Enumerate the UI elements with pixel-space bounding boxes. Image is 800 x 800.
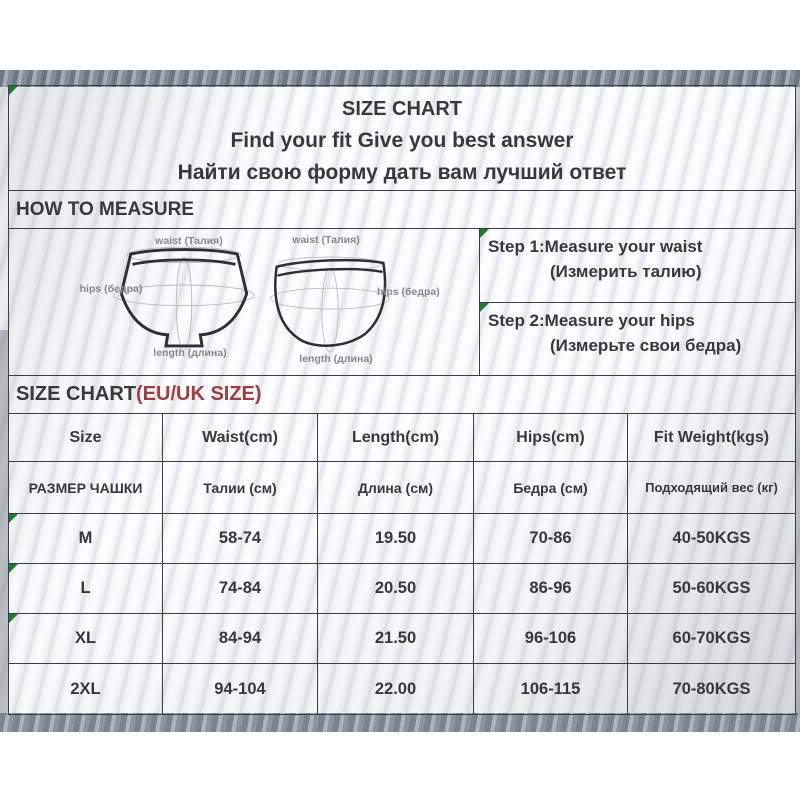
table-row-xl-hips: 96-106 [474,614,628,664]
column-header-weight: Fit Weight(kgs) [628,414,795,462]
table-row-xl-size: XL [9,614,163,664]
cell-flag-icon [9,614,18,623]
column-header-hips: Hips(cm) [474,414,628,462]
table-row-l-hips: 86-96 [474,564,628,614]
table-row-2xl-hips: 106-115 [474,664,628,714]
table-row-l-weight: 50-60KGS [628,564,795,614]
column-header-size: Size [9,414,163,462]
step-1-cell [480,229,795,303]
cell-flag-icon [480,229,489,238]
table-row-m-weight: 40-50KGS [628,514,795,564]
how-to-measure-heading: HOW TO MEASURE [9,191,795,229]
column-header-waist-ru: Талии (см) [163,462,318,514]
subtitle-russian: Найти свою форму дать вам лучший ответ [177,161,627,184]
fabric-edge-bottom [0,713,800,732]
hips-label-back: hips (бедра) [377,286,440,298]
table-row-2xl-weight: 70-80KGS [672,679,751,698]
step-2-text-russian: (Измерьте свои бедра) [550,335,742,355]
length-label-front: length (длина) [153,347,227,359]
table-row-xl-waist: 84-94 [163,614,318,664]
cell-flag-icon [9,564,18,573]
hips-label-front: hips (бедра) [79,283,143,295]
column-header-hips-ru: Бедра (см) [474,462,628,514]
title-block [9,86,795,191]
page-title: SIZE CHART [342,98,462,120]
column-header-waist: Waist(cm) [163,414,318,462]
table-row-xl-length: 21.50 [318,614,474,664]
size-chart-sheet [8,85,796,715]
step-2-cell [480,303,795,376]
table-row-xl-weight: 60-70KGS [628,614,795,664]
column-header-weight-ru: Подходящий вес (кг) [628,462,795,514]
column-header-length-ru: Длина (см) [318,462,474,514]
column-header-length: Length(cm) [318,414,474,462]
table-row-2xl-size: 2XL [9,664,163,714]
table-row-m-hips: 70-86 [474,514,628,564]
cell-flag-icon [480,303,489,312]
step-1-text: Step 1:Measure your waist [488,237,703,256]
size-chart-heading-main: SIZE CHART [16,383,136,405]
size-chart-heading [9,376,795,414]
table-row-l-size: L [9,564,163,614]
size-chart-heading-accent: (EU/UK SIZE) [136,383,262,405]
table-row-m-size: M [9,514,163,564]
table-row-2xl-length: 22.00 [318,664,474,714]
length-label-back: length (длина) [299,353,373,365]
table-row-l-waist: 74-84 [163,564,318,614]
subtitle-english: Find your fit Give you best answer [230,129,574,152]
step-2-text: Step 2:Measure your hips [488,310,695,330]
waist-label-front: waist (Талия) [155,235,223,247]
cell-flag-icon [9,514,18,523]
measure-section [9,229,795,376]
table-row-m-length: 19.50 [318,514,474,564]
size-table [9,414,795,714]
waist-label-back: waist (Талия) [292,234,360,246]
column-header-size-ru: РАЗМЕР ЧАШКИ [9,462,163,514]
underwear-diagrams [9,229,479,375]
brief-back-diagram [267,245,393,367]
table-row-2xl-waist: 94-104 [163,664,318,714]
step-1-text-russian: (Измерить талию) [550,262,702,281]
table-row-l-length: 20.50 [318,564,474,614]
table-row-m-waist: 58-74 [163,514,318,564]
brief-front-diagram [111,242,257,358]
measure-steps [479,229,795,375]
